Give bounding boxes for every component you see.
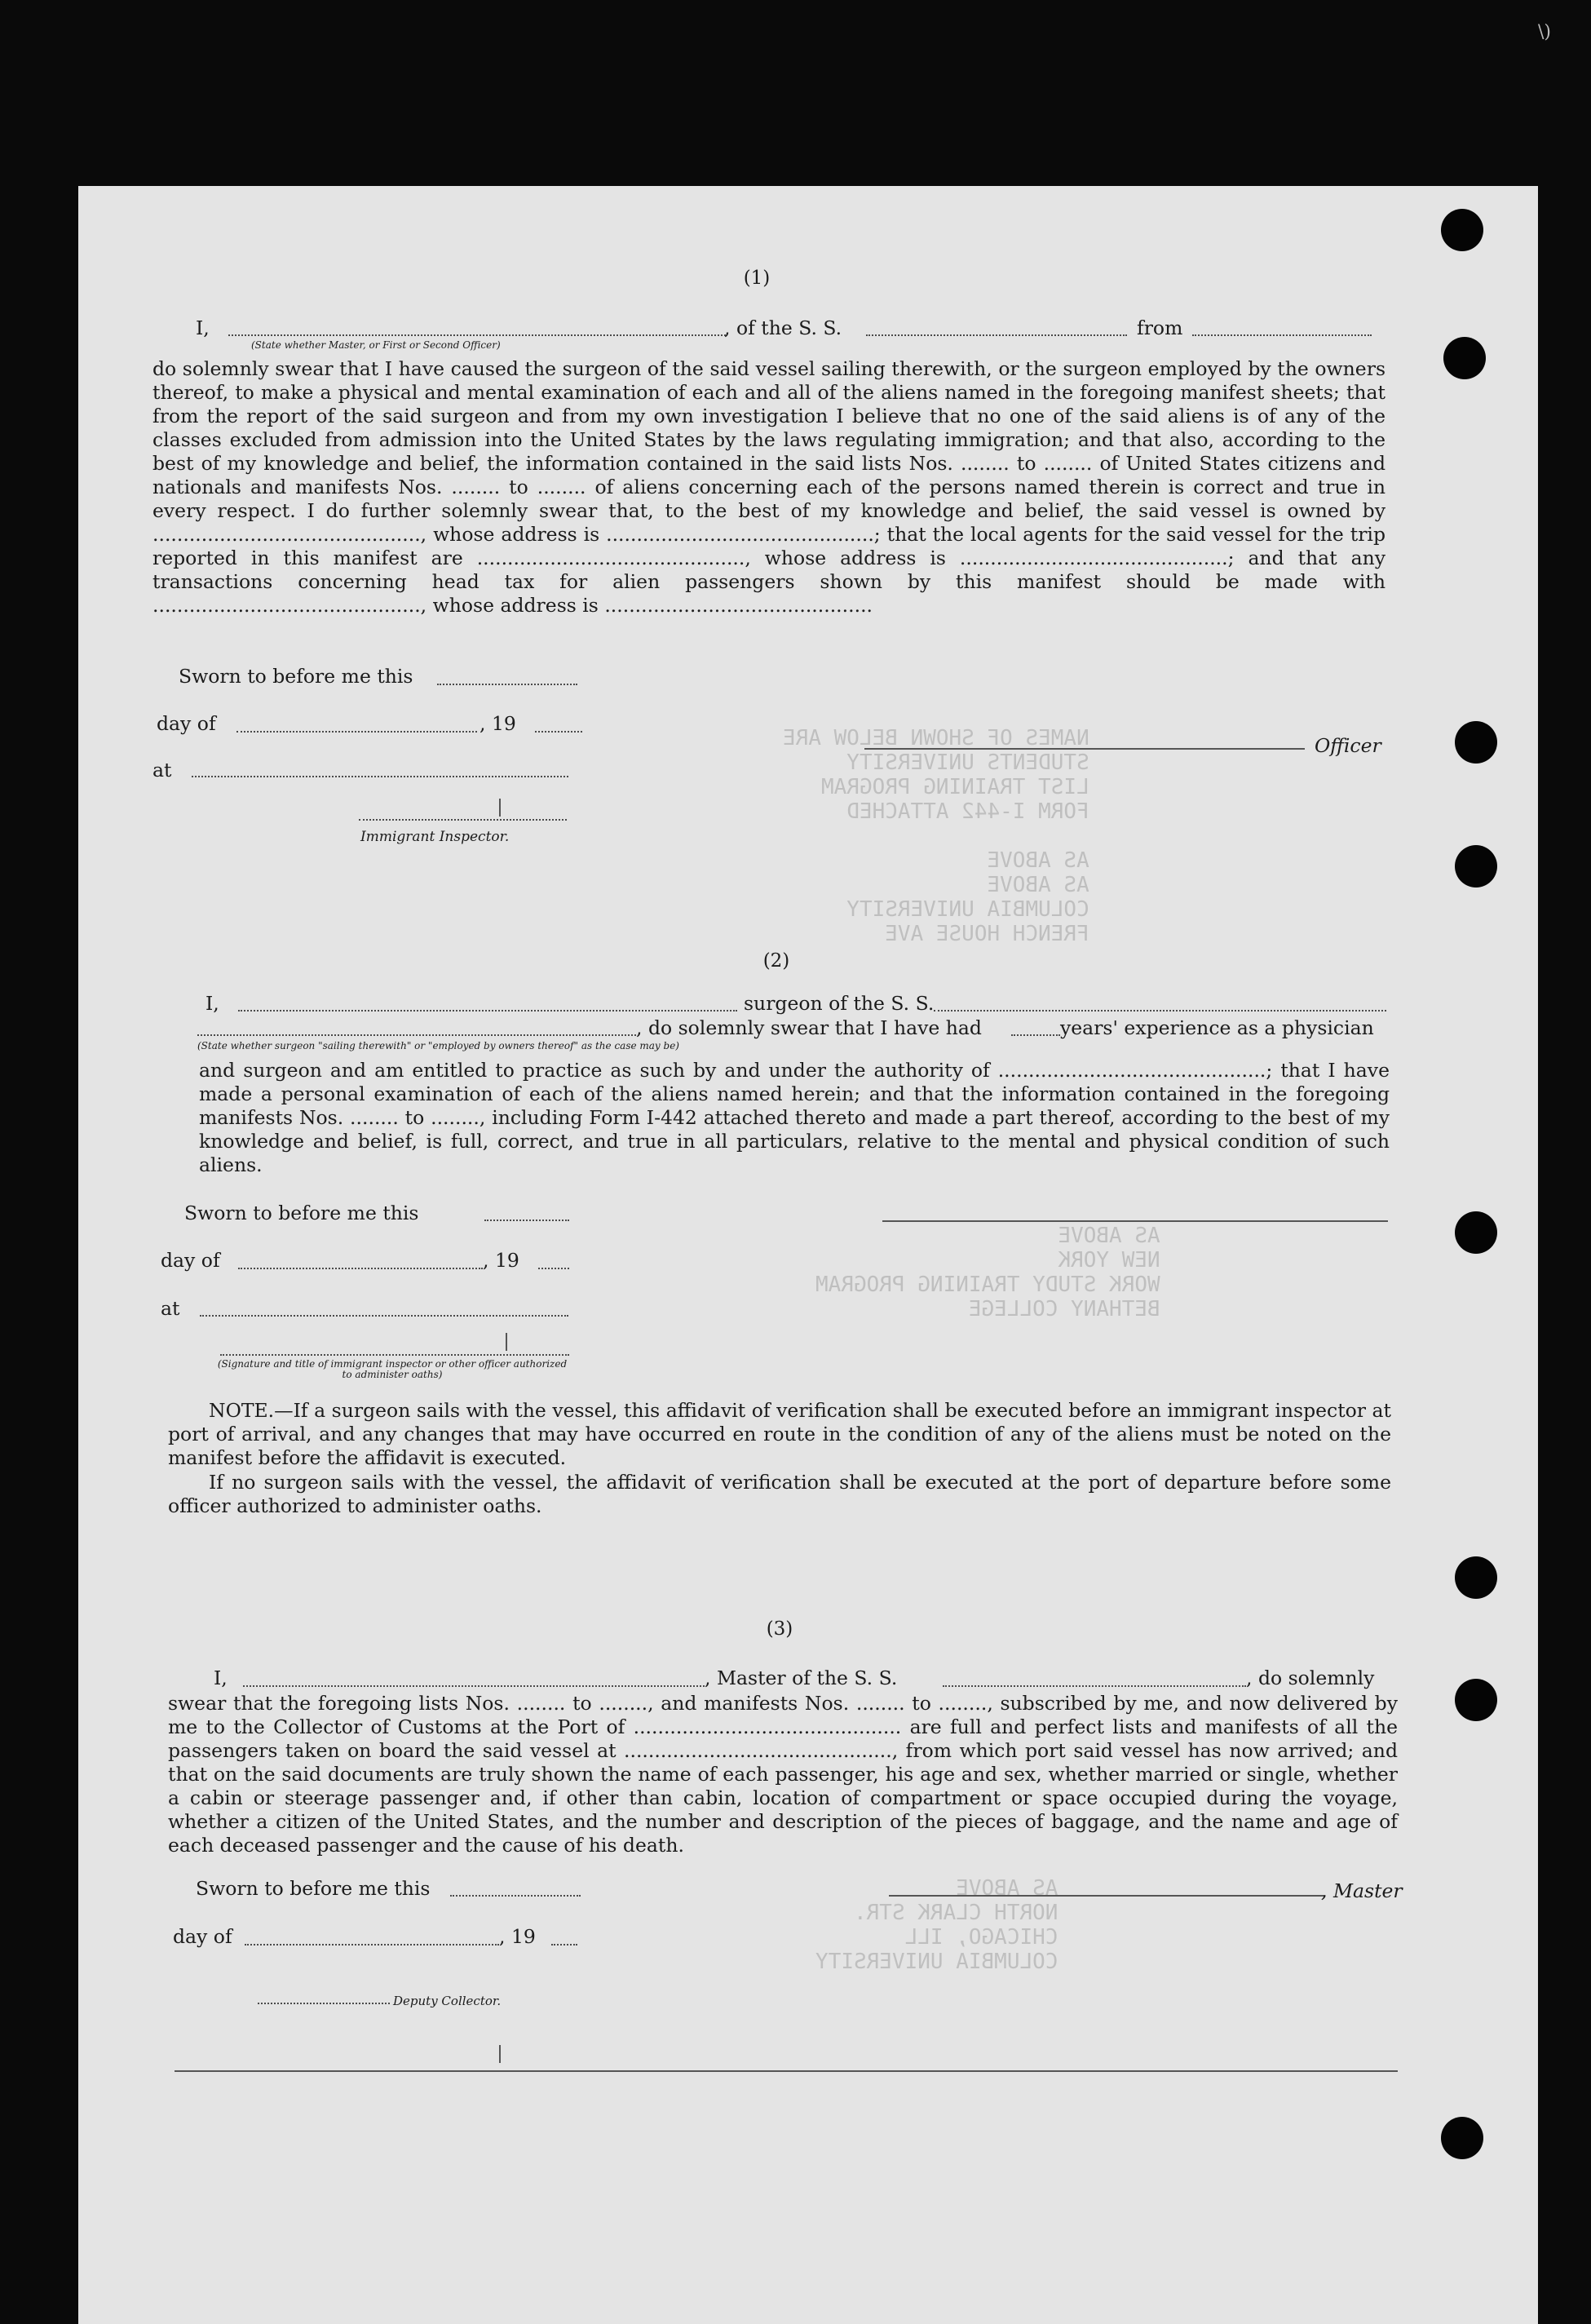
signature-tick	[499, 799, 501, 817]
section-2-day-of-label: day of	[161, 1249, 220, 1272]
immigrant-inspector-label: Immigrant Inspector.	[360, 829, 510, 845]
punch-hole	[1455, 721, 1497, 764]
years-experience-blank	[1011, 1034, 1060, 1036]
punch-hole	[1455, 1556, 1497, 1599]
punch-hole	[1443, 337, 1486, 379]
bleed-through-text-3: AS ABOVE NORTH CLARK STR. CHICAGO, ILL COLUMBIA UNIVERSITY	[815, 1876, 1058, 1974]
bleed-through-text: NAMES OF SHOWN BELOW ARE STUDENTS UNIVERSITY LIST TRAINING PROGRAM FORM I-442 ATTACHED AS ABOVE AS ABOVE COLUMBIA UNIVERSITY FRENCH HOUSE AVE	[783, 726, 1089, 946]
section-1-sworn-label: Sworn to before me this	[179, 665, 413, 688]
section-1-of-the-ss: , of the S. S.	[724, 317, 842, 339]
section-3-master-of-ss: , Master of the S. S.	[705, 1667, 898, 1689]
section-2-month-blank	[238, 1268, 483, 1269]
section-3-sworn-label: Sworn to before me this	[196, 1877, 431, 1900]
section-1-sworn-day-blank	[437, 684, 577, 685]
punch-hole	[1455, 845, 1497, 888]
punch-hole	[1441, 2117, 1483, 2159]
section-2-opening-i: I,	[206, 992, 219, 1015]
master-label: , Master	[1321, 1879, 1403, 1902]
surgeon-signature-line	[882, 1220, 1388, 1222]
section-2-at-label: at	[161, 1297, 180, 1320]
section-3-oath-text: swear that the foregoing lists Nos. ........ to ........, and manifests Nos. ........ to ........, subscribed by me, and now delivered by me to the Collector of Customs at the Port of ............................................ are full and perfect lists and manifests of all the passengers taken on board the said vessel at ............................................, from which port said vessel has now arrived; and that on the said documents are truly shown the name of each passenger, his age and sex, whether married or single, whether a cabin or steerage passenger and, if other than cabin, location of compartment or space occupied during the voyage, whether a citizen of the United States, and the number and description of the pieces of baggage, and the name and age of each deceased passenger and the cause of his death.	[168, 1692, 1398, 1857]
officer-rank-caption: (State whether Master, or First or Second Officer)	[251, 339, 501, 351]
section-3-opening-i: I,	[214, 1667, 228, 1689]
section-1-month-blank	[236, 731, 477, 733]
section-2-year-blank	[538, 1268, 569, 1269]
surgeon-status-blank	[197, 1034, 636, 1036]
surgeon-note: NOTE.—If a surgeon sails with the vessel, this affidavit of verification shall be executed before an immigrant inspector at port of arrival, and any changes that may have occurred en route in the condition of any of the aliens must be noted on the manifest before the affidavit is executed.	[168, 1399, 1391, 1469]
section-1-at-label: at	[152, 759, 172, 781]
departure-port-blank	[1192, 334, 1372, 336]
section-2-swear-text: , do solemnly swear that I have had	[636, 1016, 982, 1039]
section-1-year-blank	[535, 731, 582, 733]
section-3-vessel-blank	[943, 1685, 1246, 1687]
deputy-collector-label: Deputy Collector.	[390, 1994, 504, 2008]
inspector-signature-caption: (Signature and title of immigrant inspector or other officer authorized to administer oaths)	[217, 1358, 568, 1380]
signature-tick	[499, 2045, 501, 2063]
section-1-year-label: , 19	[480, 712, 516, 735]
section-3-sworn-day-blank	[450, 1895, 581, 1897]
section-2-sworn-label: Sworn to before me this	[184, 1202, 419, 1224]
officer-signature-line	[864, 748, 1305, 750]
punch-hole	[1455, 1679, 1497, 1721]
master-signature-line	[889, 1895, 1325, 1897]
surgeon-status-caption: (State whether surgeon "sailing therewith" or "employed by owners thereof" as the case may be)	[197, 1040, 679, 1051]
section-2-vessel-blank	[934, 1010, 1386, 1011]
page-number: \)	[1538, 22, 1551, 42]
section-2-oath-text: and surgeon and am entitled to practice as such by and under the authority of ............................................; that I have made a personal examination of each of the aliens named herein; and that the information contained in the foregoing manifests Nos. ........ to ........, including Form I-442 attached thereto and made a part thereof, according to the best of my knowledge and belief, is full, correct, and true in all particulars, relative to the mental and physical condition of such aliens.	[199, 1059, 1390, 1176]
section-3-year-blank	[551, 1944, 577, 1946]
section-2-year-label: , 19	[483, 1249, 519, 1272]
section-3-number: (3)	[766, 1618, 793, 1640]
section-1-place-blank	[192, 776, 568, 777]
section-1-opening-i: I,	[196, 317, 210, 339]
section-2-inspector-signature-blank	[220, 1354, 569, 1356]
punch-hole	[1455, 1211, 1497, 1254]
officer-label: Officer	[1315, 734, 1381, 757]
section-2-number: (2)	[762, 950, 790, 972]
immigrant-inspector-signature-blank	[359, 819, 567, 821]
signature-tick	[506, 1333, 507, 1351]
section-2-years-experience: years' experience as a physician	[1060, 1016, 1374, 1039]
punch-hole	[1441, 209, 1483, 251]
section-1-day-of-label: day of	[157, 712, 216, 735]
vessel-name-blank	[866, 334, 1127, 336]
master-name-blank	[243, 1685, 705, 1687]
bleed-through-text-2: AS ABOVE NEW YORK WORK STUDY TRAINING PROGRAM BETHANY COLLEGE	[815, 1224, 1160, 1321]
section-1-number: (1)	[743, 268, 771, 289]
section-3-month-blank	[245, 1944, 499, 1946]
section-1-from: from	[1137, 317, 1183, 339]
officer-name-blank	[228, 334, 726, 336]
bottom-rule	[175, 2070, 1398, 2072]
section-2-surgeon-of-ss: surgeon of the S. S.	[744, 992, 935, 1015]
section-1-oath-text: do solemnly swear that I have caused the surgeon of the said vessel sailing therewith, or the surgeon employed by the owners thereof, to make a physical and mental examination of each and all of the aliens named in the foregoing manifest sheets; that from the report of the said surgeon and from my own investigation I believe that no one of the said aliens is of any of the classes excluded from admission into the United States by the laws regulating immigration; and that also, according to the best of my knowledge and belief, the information contained in the said lists Nos. ........ to ........ of United States citizens and nationals and manifests Nos. ........ to ........ of aliens concerning each of the persons named therein is correct and true in every respect. I do further solemnly swear that, to the best of my knowledge and belief, the said vessel is owned by ............................................, whose address is ............................................; that the local agents for the said vessel for the trip reported in this manifest are ............................................, whose address is ............................................; and that any transactions concerning head tax for alien passengers shown by this manifest should be made with ............................................, whose address is ............................................	[152, 357, 1385, 617]
section-2-sworn-day-blank	[484, 1220, 569, 1221]
section-3-day-of-label: day of	[173, 1925, 232, 1948]
section-3-year-label: , 19	[499, 1925, 536, 1948]
no-surgeon-note: If no surgeon sails with the vessel, the affidavit of verification shall be executed at the port of departure before some officer authorized to administer oaths.	[168, 1471, 1391, 1517]
surgeon-name-blank	[238, 1010, 737, 1011]
section-2-place-blank	[200, 1315, 568, 1317]
section-3-do-solemnly: , do solemnly	[1246, 1667, 1375, 1689]
